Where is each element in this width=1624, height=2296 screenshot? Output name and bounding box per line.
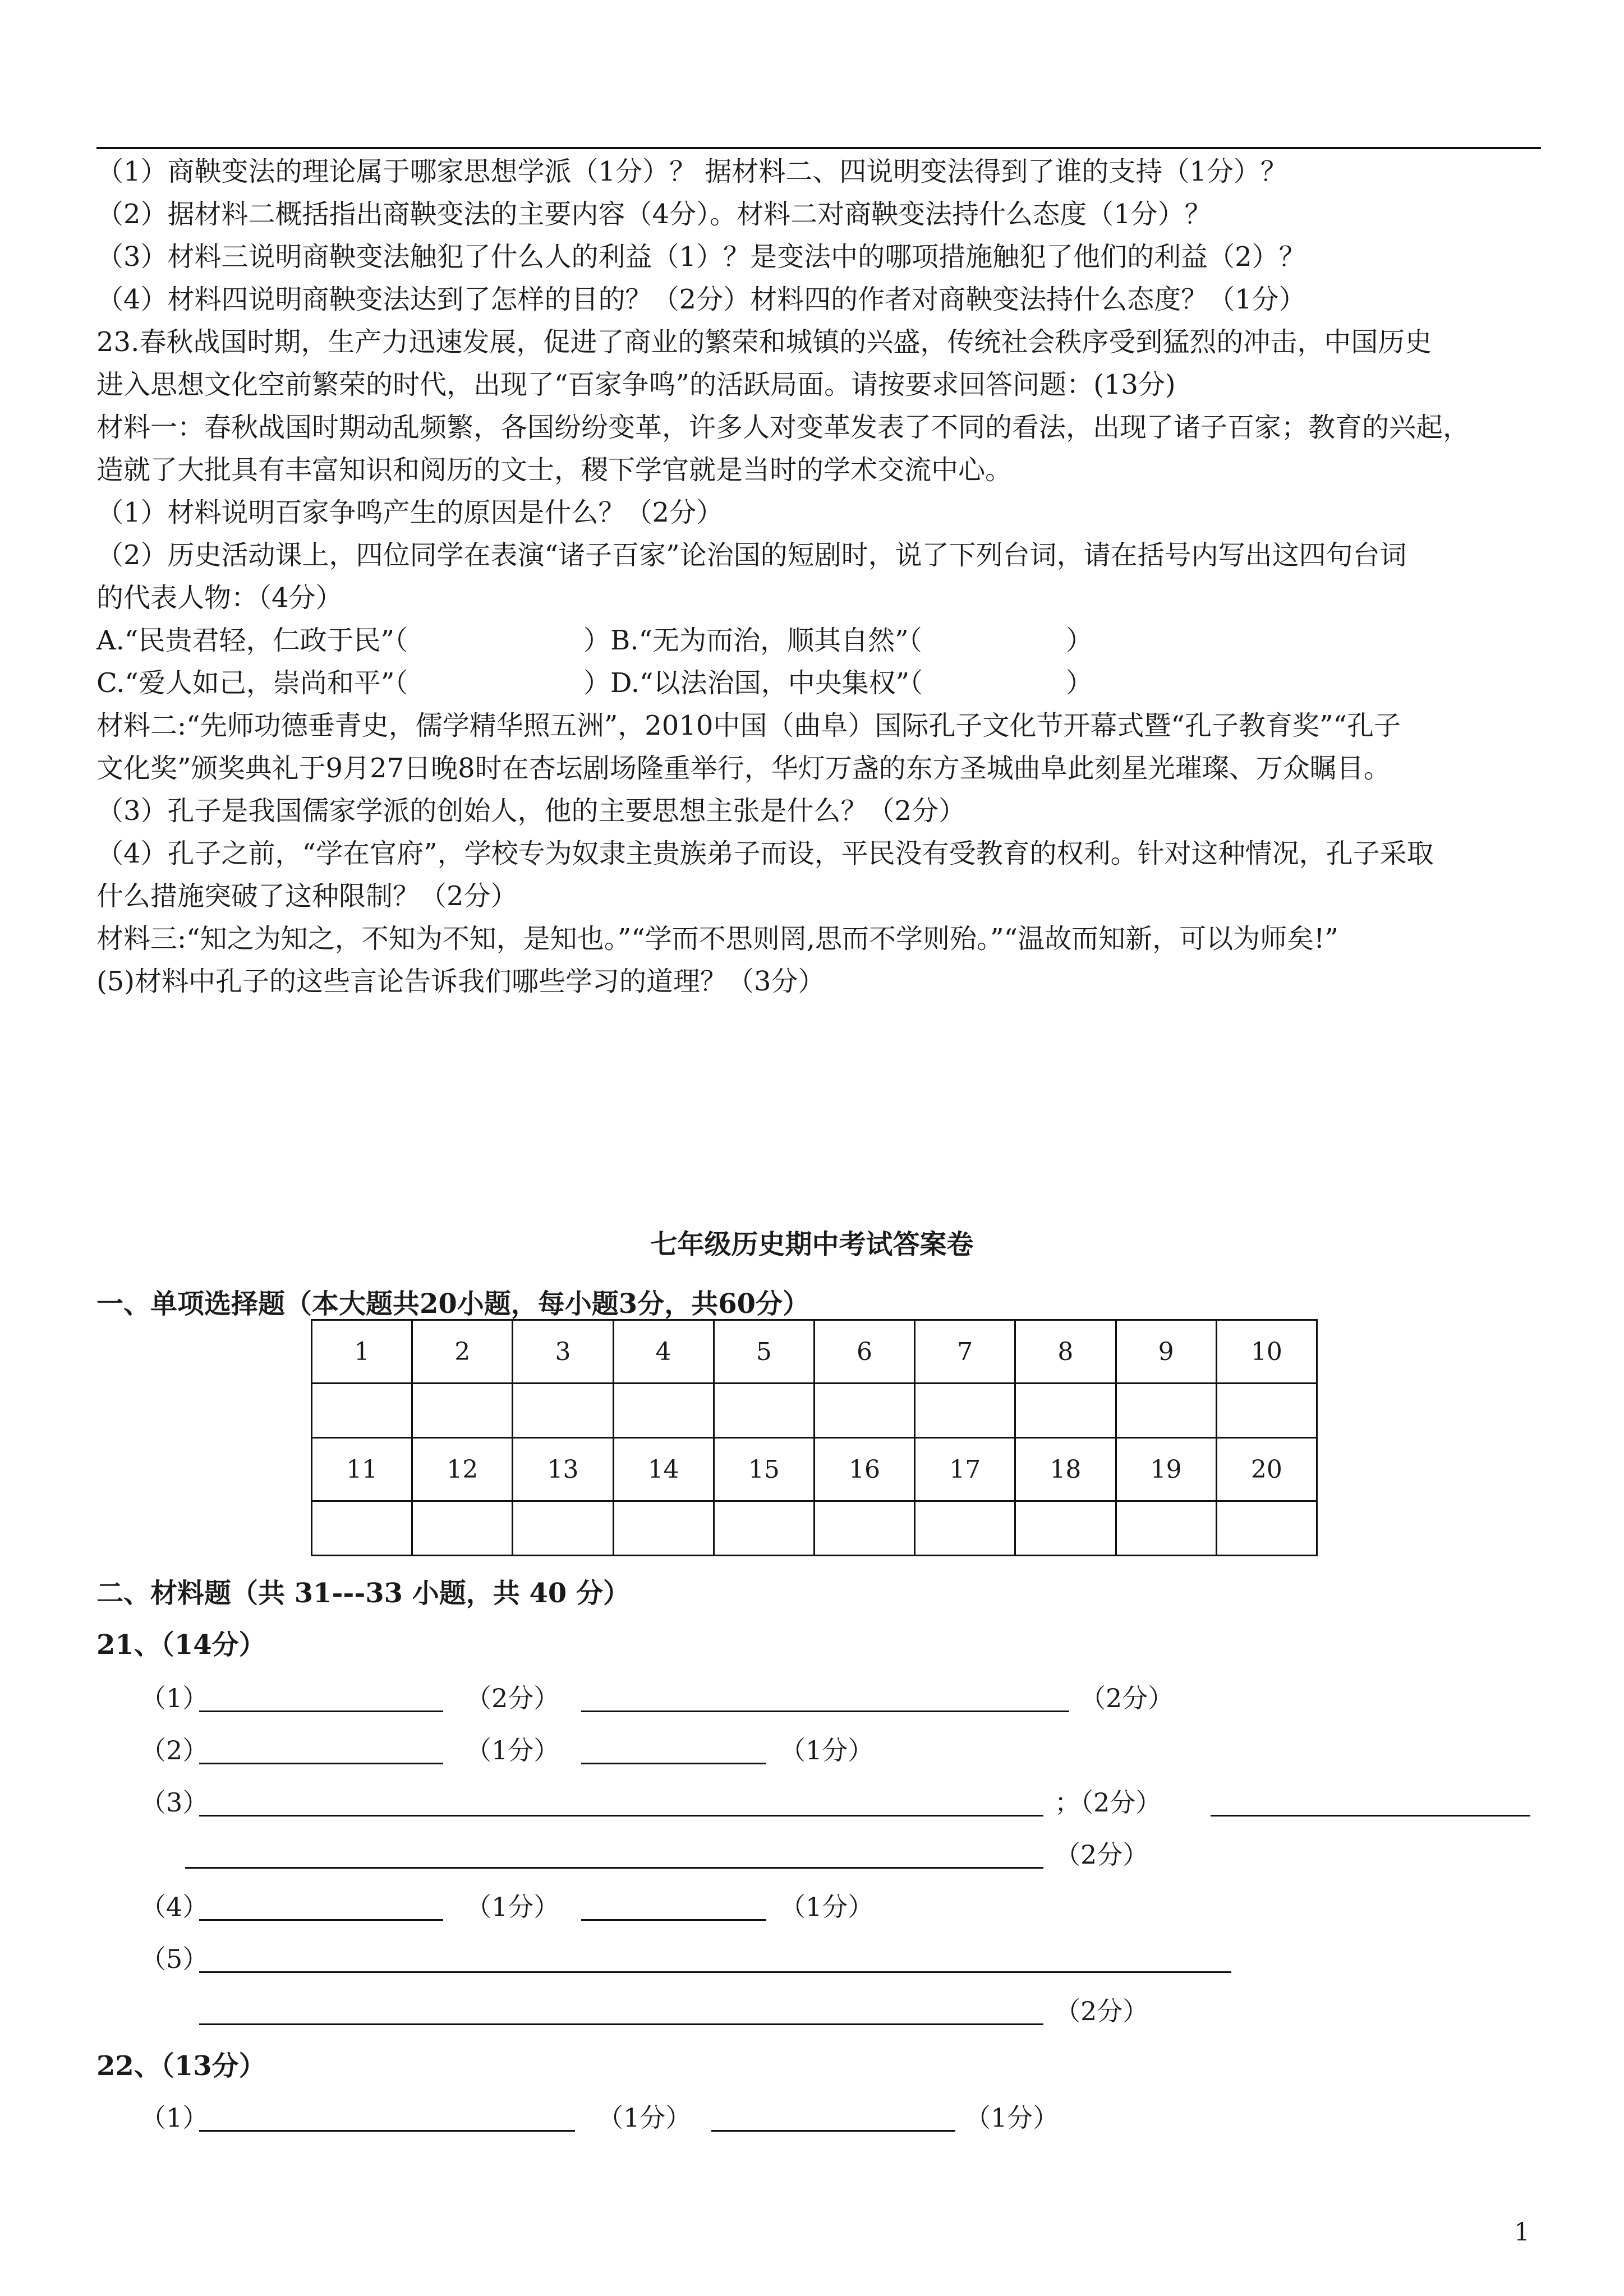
answer-cell[interactable] bbox=[1216, 1501, 1317, 1556]
answer-cell[interactable] bbox=[915, 1501, 1015, 1556]
answer-cell[interactable] bbox=[1116, 1384, 1216, 1438]
answer-blank[interactable] bbox=[581, 1711, 1069, 1712]
score-label: （1分） bbox=[780, 1892, 874, 1922]
q23-intro: 23.春秋战国时期，生产力迅速发展，促进了商业的繁荣和城镇的兴盛，传统社会秩序受到猛烈的冲击，中国历史 bbox=[96, 326, 1432, 358]
question-line: （4）材料四说明商鞅变法达到了怎样的目的？（2分）材料四的作者对商鞅变法持什么态度？（1分） bbox=[96, 284, 1306, 315]
q23-sub-2: （2）历史活动课上，四位同学在表演“诸子百家”论治国的短剧时，说了下列台词，请在括号内写出这四句台词 bbox=[96, 540, 1407, 571]
answer-cell[interactable] bbox=[412, 1501, 513, 1556]
answer-cell[interactable] bbox=[1015, 1501, 1116, 1556]
grid-number: 5 bbox=[714, 1320, 814, 1384]
grid-number: 2 bbox=[412, 1320, 513, 1384]
q21-heading: 21、（14分） bbox=[96, 1629, 266, 1661]
material-1: 材料一：春秋战国时期动乱频繁，各国纷纷变革，许多人对变革发表了不同的看法，出现了诸子百家；教育的兴起， bbox=[96, 412, 1470, 443]
grid-number: 9 bbox=[1116, 1320, 1216, 1384]
answer-blank[interactable] bbox=[199, 2023, 1043, 2025]
q23-sub-4: 什么措施突破了这种限制？（2分） bbox=[96, 880, 518, 912]
q23-sub-4: （4）孔子之前，“学在官府”，学校专为奴隶主贵族弟子而设，平民没有受教育的权利。针对这种情况，孔子采取 bbox=[96, 838, 1434, 869]
material-3: 材料三:“知之为知之，不知为不知，是知也。”“学而不思则罔,思而不学则殆。”“温故而知新，可以为师矣!” bbox=[96, 923, 1338, 955]
answer-cell[interactable] bbox=[312, 1501, 412, 1556]
answer-cell[interactable] bbox=[513, 1501, 613, 1556]
question-line: （1）商鞅变法的理论属于哪家思想学派（1分）？ 据材料二、四说明变法得到了谁的支持（1分）？ bbox=[96, 156, 1287, 187]
answer-blank[interactable] bbox=[199, 1763, 443, 1764]
section-2-heading: 二、材料题（共 31---33 小题，共 40 分） bbox=[96, 1578, 631, 1609]
grid-number: 16 bbox=[814, 1438, 914, 1501]
answer-cell[interactable] bbox=[1216, 1384, 1317, 1438]
answer-cell[interactable] bbox=[714, 1384, 814, 1438]
grid-number: 20 bbox=[1216, 1438, 1317, 1501]
grid-number: 10 bbox=[1216, 1320, 1317, 1384]
q23-sub-5: (5)材料中孔子的这些言论告诉我们哪些学习的道理？（3分） bbox=[96, 966, 825, 997]
score-label: （2分） bbox=[1055, 1839, 1149, 1870]
score-label: （2分） bbox=[1080, 1683, 1174, 1713]
grid-number: 8 bbox=[1015, 1320, 1116, 1384]
section-1-heading: 一、单项选择题（本大题共20小题，每小题3分，共60分） bbox=[96, 1288, 809, 1320]
answer-blank[interactable] bbox=[199, 1919, 443, 1921]
grid-number: 19 bbox=[1116, 1438, 1216, 1501]
blank-label: （5） bbox=[140, 1944, 209, 1974]
score-label: ；（2分） bbox=[1055, 1787, 1162, 1818]
page-number: 1 bbox=[1514, 2218, 1530, 2247]
option-d-close: ） bbox=[1066, 667, 1093, 699]
score-label: （2分） bbox=[466, 1683, 560, 1713]
grid-number: 18 bbox=[1015, 1438, 1116, 1501]
grid-number: 14 bbox=[613, 1438, 714, 1501]
answer-blank[interactable] bbox=[199, 2130, 575, 2132]
header-rule bbox=[96, 147, 1541, 149]
grid-number: 7 bbox=[915, 1320, 1015, 1384]
answer-cell[interactable] bbox=[312, 1384, 412, 1438]
q23-sub-2: 的代表人物：（4分） bbox=[96, 582, 343, 614]
grid-number: 3 bbox=[513, 1320, 613, 1384]
blank-label: （1） bbox=[140, 2103, 209, 2133]
answer-cell[interactable] bbox=[814, 1501, 914, 1556]
q23-sub-1: （1）材料说明百家争鸣产生的原因是什么？（2分） bbox=[96, 497, 724, 528]
material-2: 材料二:“先师功德垂青史，儒学精华照五洲”，2010中国（曲阜）国际孔子文化节开幕式暨“孔子教育奖”“孔子 bbox=[96, 710, 1401, 741]
answer-cell[interactable] bbox=[513, 1384, 613, 1438]
q22-heading: 22、（13分） bbox=[96, 2050, 266, 2082]
answer-blank[interactable] bbox=[1211, 1815, 1530, 1816]
answer-blank[interactable] bbox=[185, 1867, 1043, 1869]
answer-blank[interactable] bbox=[199, 1815, 1043, 1816]
score-label: （1分） bbox=[466, 1892, 560, 1922]
grid-number: 11 bbox=[312, 1438, 412, 1501]
score-label: （1分） bbox=[965, 2103, 1059, 2133]
grid-number: 4 bbox=[613, 1320, 714, 1384]
question-line: （2）据材料二概括指出商鞅变法的主要内容（4分）。材料二对商鞅变法持什么态度（1分）？ bbox=[96, 199, 1212, 230]
answer-cell[interactable] bbox=[412, 1384, 513, 1438]
option-b: ）B.“无为而治，顺其自然”（ bbox=[583, 625, 922, 656]
answer-cell[interactable] bbox=[613, 1501, 714, 1556]
answer-grid bbox=[311, 1319, 1318, 1556]
option-b-close: ） bbox=[1066, 625, 1093, 656]
blank-label: （3） bbox=[140, 1787, 209, 1818]
score-label: （1分） bbox=[466, 1735, 560, 1765]
answer-sheet-title: 七年级历史期中考试答案卷 bbox=[650, 1229, 974, 1260]
answer-blank[interactable] bbox=[581, 1763, 766, 1764]
answer-blank[interactable] bbox=[581, 1919, 766, 1921]
blank-label: （1） bbox=[140, 1683, 209, 1713]
answer-cell[interactable] bbox=[814, 1384, 914, 1438]
grid-number: 6 bbox=[814, 1320, 914, 1384]
question-line: （3）材料三说明商鞅变法触犯了什么人的利益（1）？是变法中的哪项措施触犯了他们的利益（2）？ bbox=[96, 241, 1306, 273]
option-d: ）D.“以法治国，中央集权”（ bbox=[583, 667, 923, 699]
answer-cell[interactable] bbox=[915, 1384, 1015, 1438]
grid-number: 12 bbox=[412, 1438, 513, 1501]
answer-blank[interactable] bbox=[711, 2130, 955, 2132]
score-label: （1分） bbox=[597, 2103, 692, 2133]
material-1: 造就了大批具有丰富知识和阅历的文士，稷下学官就是当时的学术交流中心。 bbox=[96, 454, 1013, 486]
answer-blank[interactable] bbox=[199, 1971, 1231, 1973]
answer-cell[interactable] bbox=[1116, 1501, 1216, 1556]
grid-number: 13 bbox=[513, 1438, 613, 1501]
grid-number: 17 bbox=[915, 1438, 1015, 1501]
q23-intro: 进入思想文化空前繁荣的时代，出现了“百家争鸣”的活跃局面。请按要求回答问题：(13分) bbox=[96, 369, 1176, 400]
answer-cell[interactable] bbox=[613, 1384, 714, 1438]
option-c: C.“爱人如己，崇尚和平”（ bbox=[96, 667, 408, 699]
score-label: （1分） bbox=[780, 1735, 874, 1765]
grid-number: 15 bbox=[714, 1438, 814, 1501]
answer-cell[interactable] bbox=[1015, 1384, 1116, 1438]
answer-cell[interactable] bbox=[714, 1501, 814, 1556]
blank-label: （4） bbox=[140, 1892, 209, 1922]
answer-blank[interactable] bbox=[199, 1711, 443, 1712]
option-a: A.“民贵君轻，仁政于民”（ bbox=[96, 625, 408, 656]
blank-label: （2） bbox=[140, 1735, 209, 1765]
score-label: （2分） bbox=[1055, 1996, 1149, 2026]
grid-number: 1 bbox=[312, 1320, 412, 1384]
q23-sub-3: （3）孔子是我国儒家学派的创始人，他的主要思想主张是什么？（2分） bbox=[96, 795, 966, 827]
material-2: 文化奖”颁奖典礼于9月27日晚8时在杏坛剧场隆重举行，华灯万盏的东方圣城曲阜此刻星光璀璨、万众瞩目。 bbox=[96, 753, 1391, 784]
